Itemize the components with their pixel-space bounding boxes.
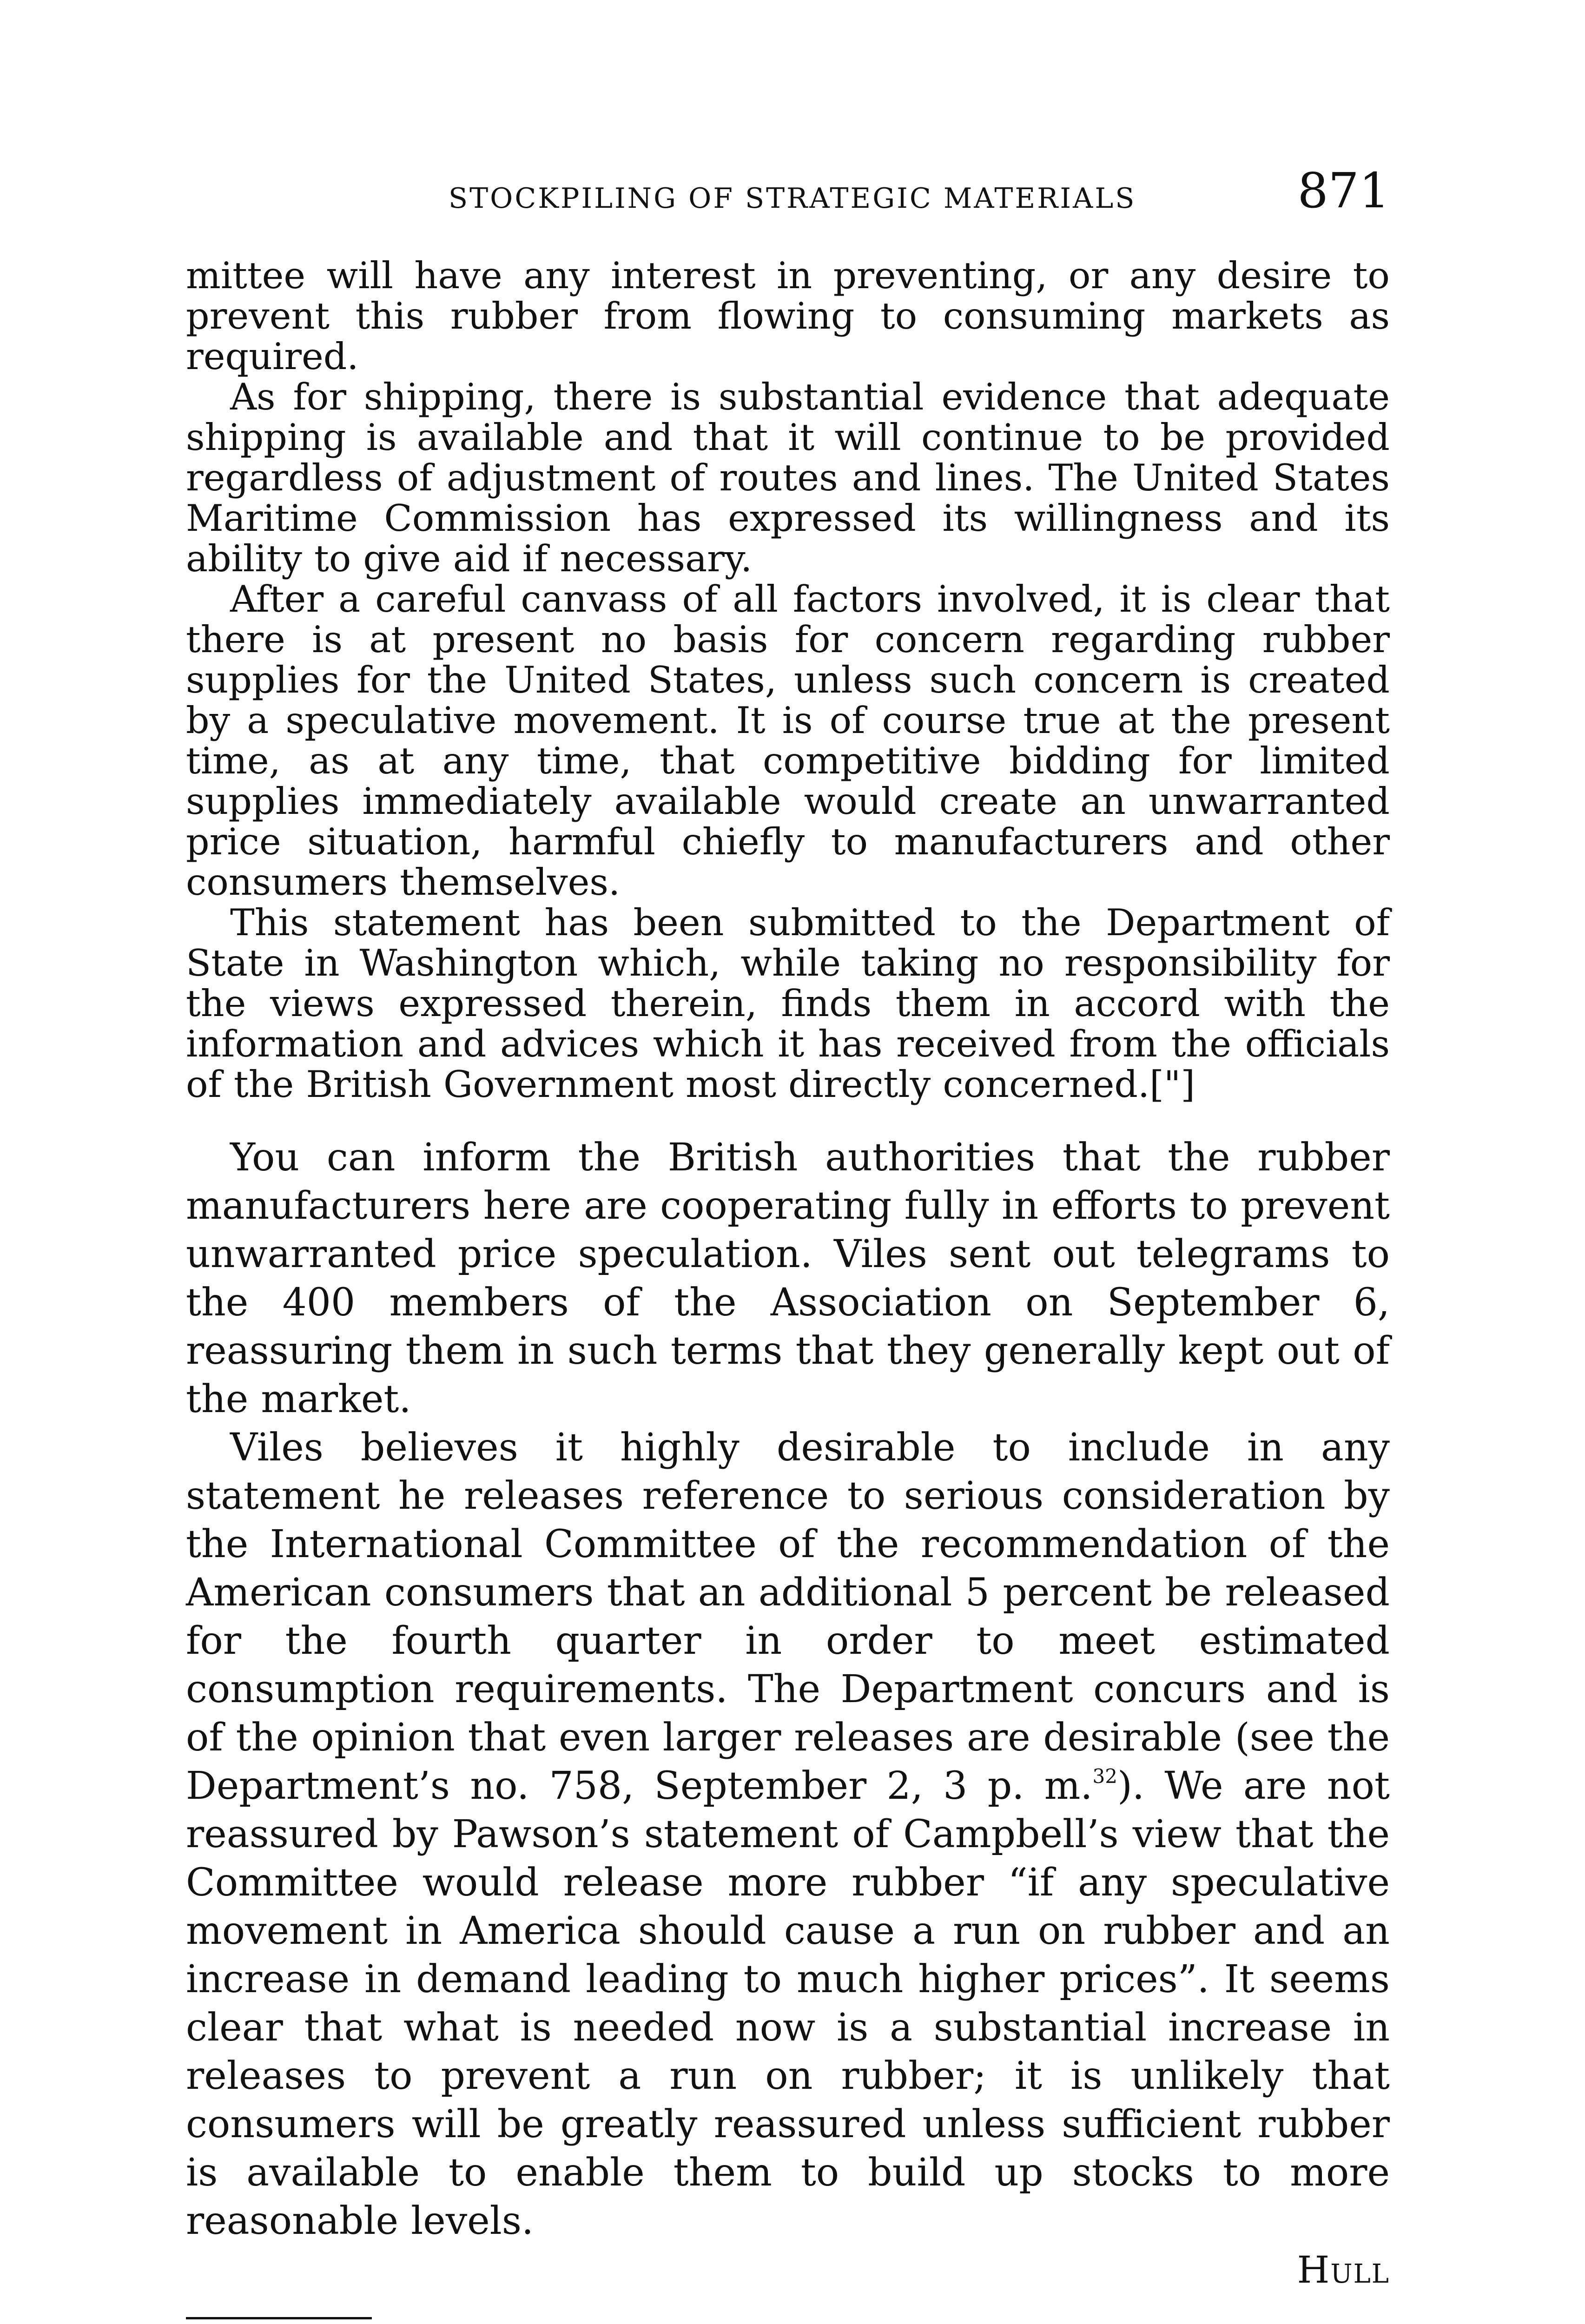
running-head: STOCKPILING OF STRATEGIC MATERIALS [449,182,1136,215]
quoted-paragraph: This statement has been submitted to the Department of State in Washington which, while taking no responsibility for the views expressed therein, finds them in accord with the information and advices which it has received from the officials of the British Government most directly concerned.["] [186,901,1390,1106]
quoted-paragraph: After a careful canvass of all factors involved, it is clear that there is at present no basis for concern regarding rubber supplies for the United States, unless such concern is created by a speculative movement. It is of course true at the present time, as at any time, that competitive bidding for limited supplies immediately available would create an unwarranted price situation, harmful chiefly to manufacturers and other consumers themselves. [186,578,1390,904]
telegram-body [186,1134,1390,2245]
body-paragraph-text: ). We are not reassured by Pawson’s statement of Campbell’s view that the Committee would release more rubber “if any speculative movement in America should cause a run on rubber and an increase in demand leading to much higher prices”. It seems clear that what is needed now is a substantial increase in releases to prevent a run on rubber; it is unlikely that consumers will be greatly reassured unless sufficient rubber is available to enable them to build up stocks to more reasonable levels. [186,1764,1390,2243]
quoted-paragraph: As for shipping, there is substantial evidence that adequate shipping is available and that it will continue to be provided regardless of adjustment of routes and lines. The United States Maritime Commission has expressed its willingness and its ability to give aid if necessary. [186,376,1390,580]
footnote-reference: 32 [1092,1765,1117,1788]
signature: Hull [1297,2248,1390,2291]
body-paragraph: You can inform the British authorities that the rubber manufacturers here are cooperating fully in efforts to prevent unwarranted price speculation. Viles sent out telegrams to the 400 members of the Association on September 6, reassuring them in such terms that they generally kept out of the market. [186,1136,1390,1421]
body-paragraph-text: Viles believes it highly desirable to include in any statement he releases reference to serious consideration by the International Committee of the recommendation of the American consumers that an additional 5 percent be released for the fourth quarter in order to meet estimated consumption requirements. The Department concurs and is of the opinion that even larger releases are desirable (see the Department’s no. 758, September 2, 3 p. m. [186,1426,1390,1808]
page-number: 871 [1297,162,1390,219]
quoted-paragraph: mittee will have any interest in preventing, or any desire to prevent this rubber from flowing to consuming markets as required. [186,254,1390,378]
quoted-statement [186,256,1390,1105]
page-body [186,256,1390,2324]
page-header [186,163,1390,237]
footnote-divider [186,2317,372,2319]
body-paragraph [186,1424,1390,2245]
